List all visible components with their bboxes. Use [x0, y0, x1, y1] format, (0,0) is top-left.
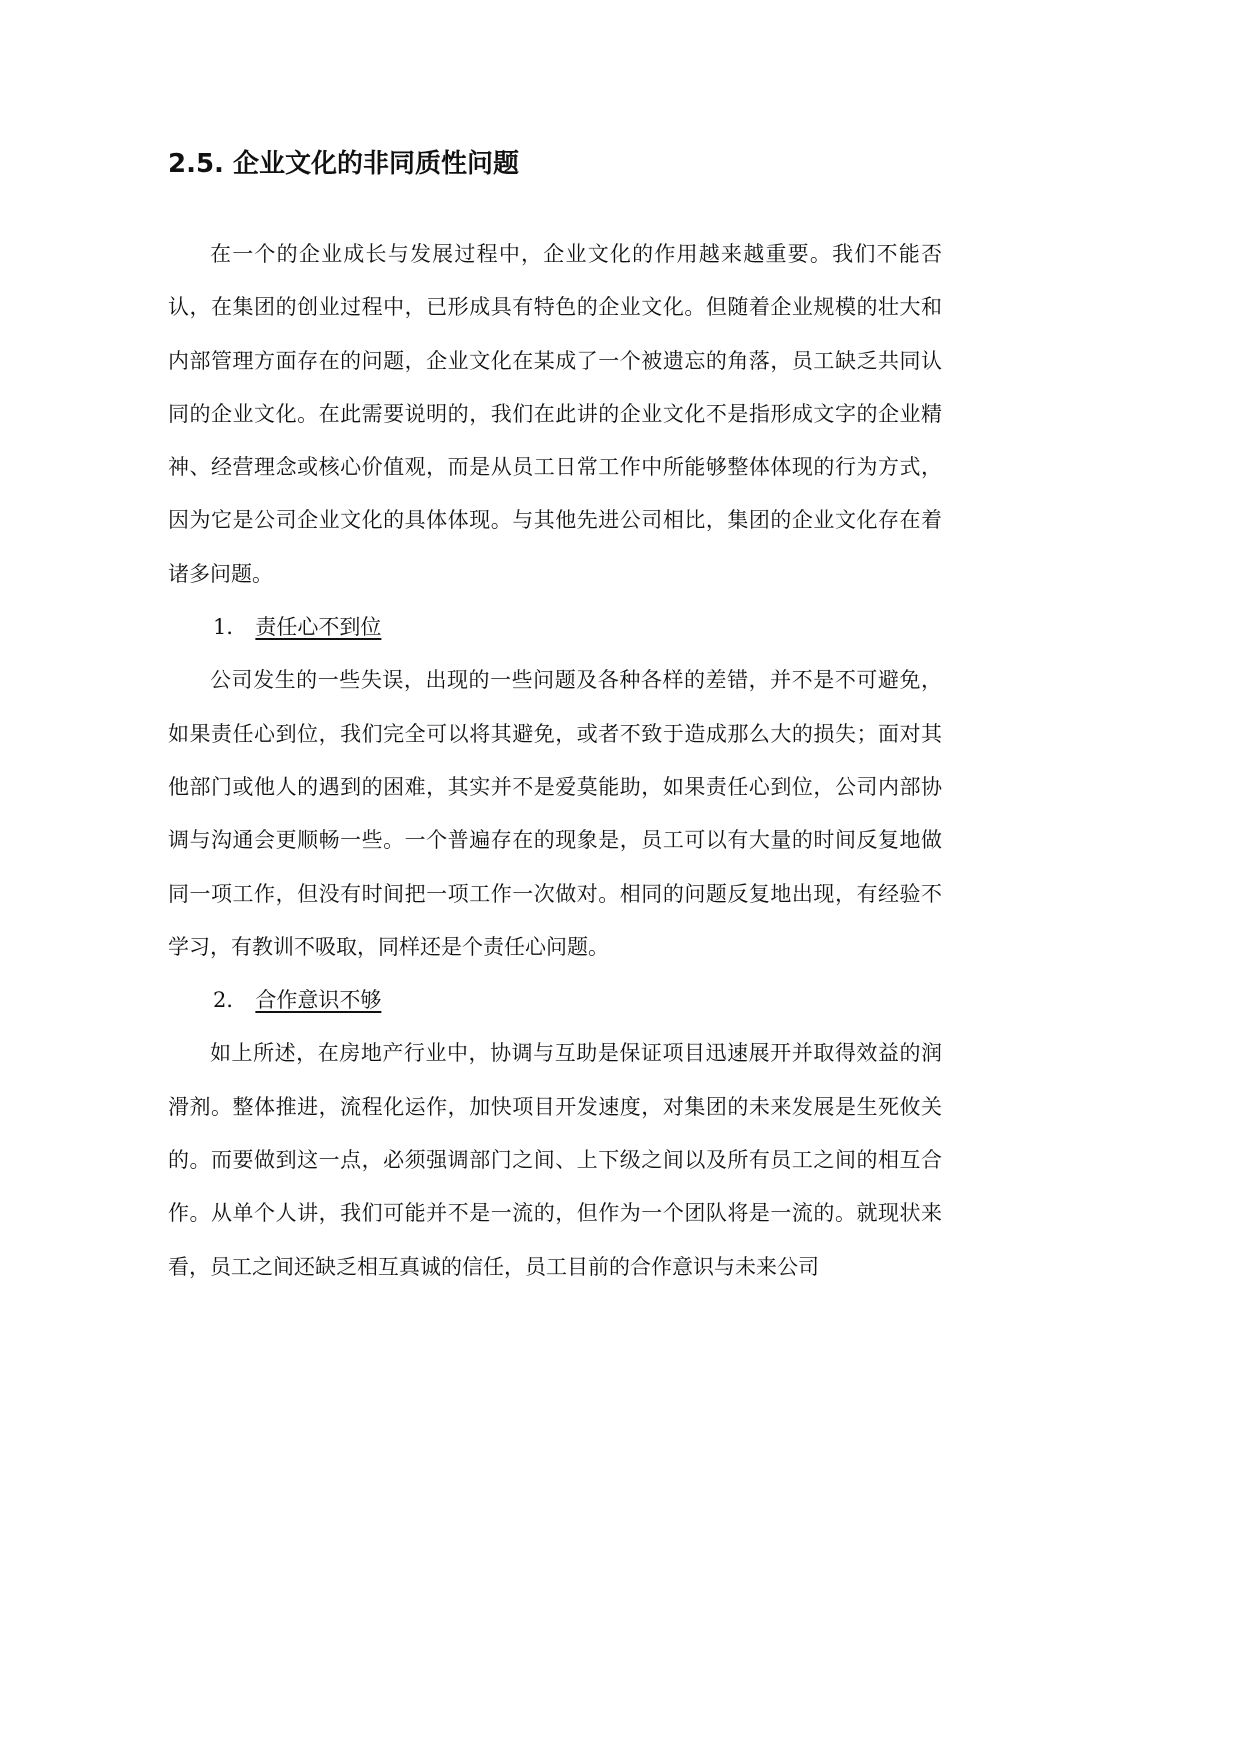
item-title: 责任心不到位	[255, 615, 382, 640]
intro-paragraph: 在一个的企业成长与发展过程中，企业文化的作用越来越重要。我们不能否认，在集团的创业过程中，已形成具有特色的企业文化。但随着企业规模的壮大和内部管理方面存在的问题，企业文化在某成了一个被遗忘的角落，员工缺乏共同认同的企业文化。在此需要说明的，我们在此讲的企业文化不是指形成文字的企业精神、经营理念或核心价值观，而是从员工日常工作中所能够整体体现的行为方式，因为它是公司企业文化的具体体现。与其他先进公司相比，集团的企业文化存在着诸多问题。	[168, 242, 942, 586]
responsibility-paragraph: 公司发生的一些失误，出现的一些问题及各种各样的差错，并不是不可避免，如果责任心到位，我们完全可以将其避免，或者不致于造成那么大的损失；面对其他部门或他人的遇到的困难，其实并不是爱莫能助，如果责任心到位，公司内部协调与沟通会更顺畅一些。一个普遍存在的现象是，员工可以有大量的时间反复地做同一项工作，但没有时间把一项工作一次做对。相同的问题反复地出现，有经验不学习，有教训不吸取，同样还是个责任心问题。	[168, 668, 942, 959]
item-heading-cooperation	[168, 974, 942, 1027]
document-body	[168, 228, 942, 1294]
item-heading-responsibility	[168, 601, 942, 654]
section-heading: 2.5. 企业文化的非同质性问题	[168, 149, 519, 179]
item-number: 2．	[213, 988, 248, 1013]
item-number: 1．	[213, 615, 248, 640]
item-title: 合作意识不够	[255, 988, 382, 1013]
cooperation-paragraph: 如上所述，在房地产行业中，协调与互助是保证项目迅速展开并取得效益的润滑剂。整体推进，流程化运作，加快项目开发速度，对集团的未来发展是生死攸关的。而要做到这一点，必须强调部门之间、上下级之间以及所有员工之间的相互合作。从单个人讲，我们可能并不是一流的，但作为一个团队将是一流的。就现状来看，员工之间还缺乏相互真诚的信任，员工目前的合作意识与未来公司	[168, 1041, 942, 1279]
